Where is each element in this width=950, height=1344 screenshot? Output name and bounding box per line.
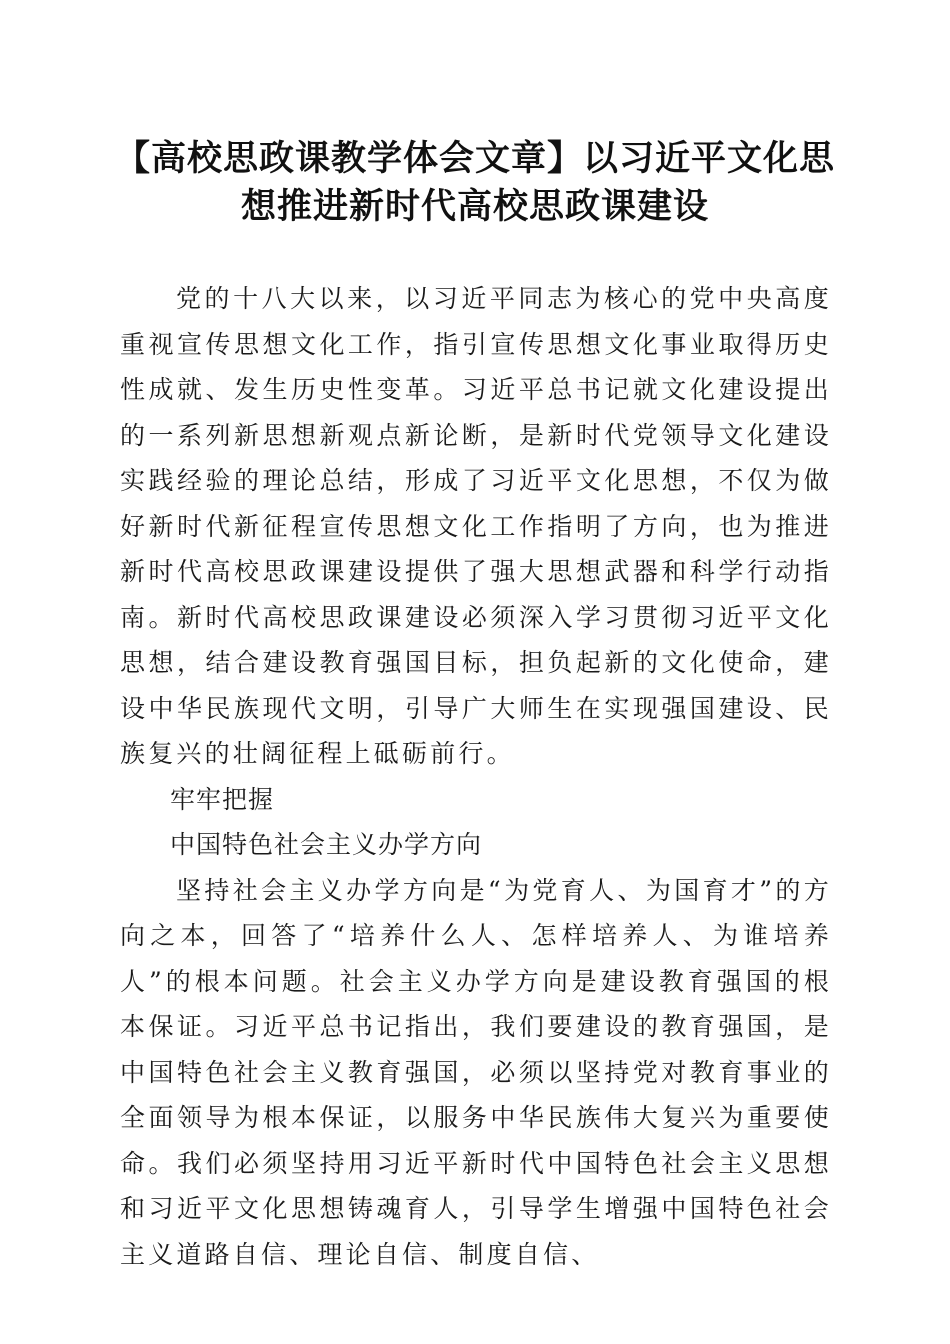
title-line-1: 【高校思政课教学体会文章】以习近平文化思 xyxy=(114,138,835,179)
title-line-2: 想推进新时代高校思政课建设 xyxy=(240,186,709,227)
document-body xyxy=(120,276,832,1277)
section-heading-line-1: 牢牢把握 xyxy=(170,784,275,814)
paragraph-section-1: 坚持社会主义办学方向是“为党育人、为国育才”的方向之本，回答了“培养什么人、怎样培养人、为谁培养人”的根本问题。社会主义办学方向是建设教育强国的根本保证。习近平总书记指出，我们要建设的教育强国，是中国特色社会主义教育强国，必须以坚持党对教育事业的全面领导为根本保证，以服务中华民族伟大复兴为重要使命。我们必须坚持用习近平新时代中国特色社会主义思想和习近平文化思想铸魂育人，引导学生增强中国特色社会主义道路自信、理论自信、制度自信、 xyxy=(120,875,832,1269)
paragraph-intro: 党的十八大以来，以习近平同志为核心的党中央高度重视宣传思想文化工作，指引宣传思想文化事业取得历史性成就、发生历史性变革。习近平总书记就文化建设提出的一系列新思想新观点新论断，是新时代党领导文化建设实践经验的理论总结，形成了习近平文化思想，不仅为做好新时代新征程宣传思想文化工作指明了方向，也为推进新时代高校思政课建设提供了强大思想武器和科学行动指南。新时代高校思政课建设必须深入学习贯彻习近平文化思想，结合建设教育强国目标，担负起新的文化使命，建设中华民族现代文明，引导广大师生在实现强国建设、民族复兴的壮阔征程上砥砺前行。 xyxy=(120,284,832,768)
section-heading-line-2: 中国特色社会主义办学方向 xyxy=(170,830,483,859)
document-title xyxy=(110,135,840,231)
